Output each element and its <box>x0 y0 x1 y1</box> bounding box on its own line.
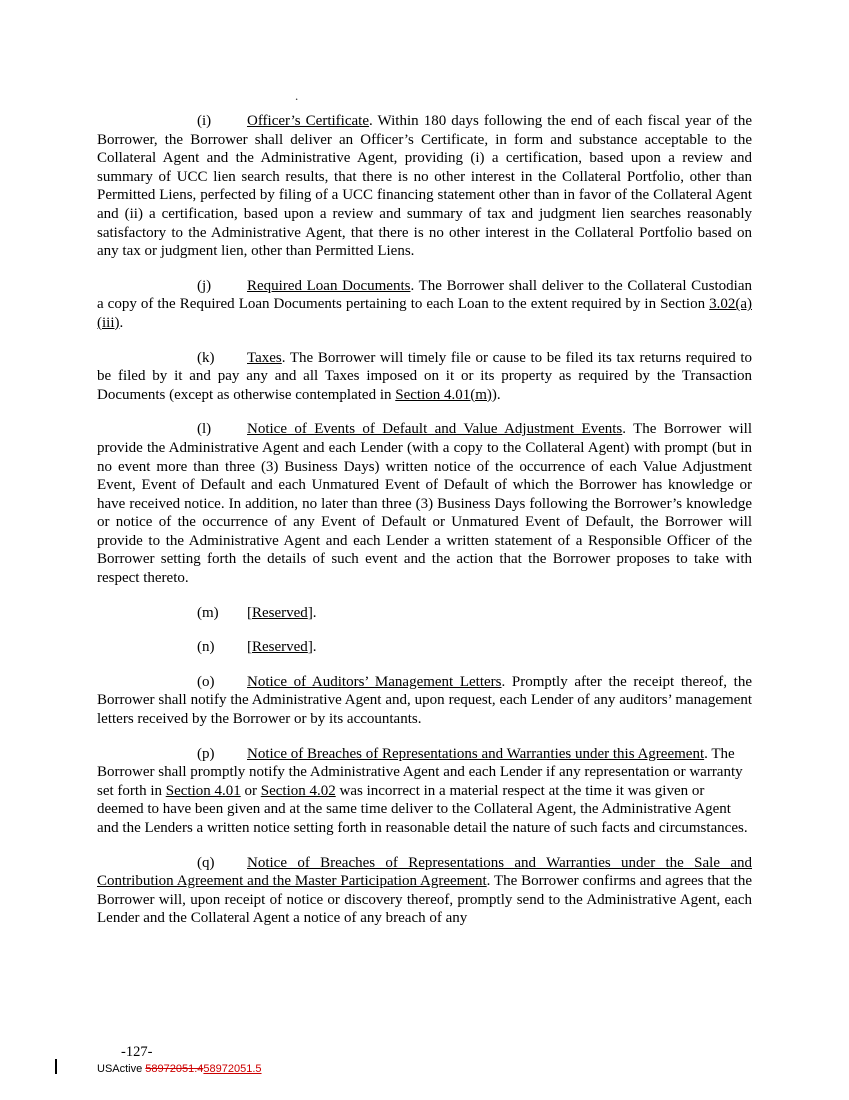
paragraph-label: (q) <box>197 854 215 871</box>
text-segment: ]. <box>307 604 317 621</box>
paragraph <box>97 673 752 729</box>
text-segment: . The Borrower will provide the Administrative Agent and each Lender (with a copy to the Collateral Agent) with prompt (but in no event more than three (3) Business Days) written notice of the occurrence of each Value Adjustment Event, Event of Default and each Unmatured Event of Default of which the Borrower has knowledge or have received notice. In addition, no later than three (3) Business Days following the Borrower’s knowledge or notice of the occurrence of any Event of Default or Unmatured Event of Default, the Borrower will provide to the Administrative Agent and each Lender a written statement of a Responsible Officer of the Borrower setting forth the details of such event and the action that the Borrower proposes to take with respect thereto. <box>97 421 752 587</box>
paragraph <box>97 745 752 838</box>
paragraph-label: (l) <box>197 421 212 438</box>
paragraph-label: (p) <box>197 745 215 762</box>
footer-doc-id <box>97 1062 262 1076</box>
underlined-text: Reserved <box>252 604 308 621</box>
paragraph <box>97 604 752 623</box>
underlined-text: Officer’s Certificate <box>247 113 369 129</box>
text-segment: ]. <box>307 639 317 656</box>
underlined-text: Notice of Auditors’ Management Letters <box>247 673 502 690</box>
doc-id-segment-strike-red: 58972051.4 <box>145 1063 204 1075</box>
stray-mark: . <box>295 88 299 103</box>
underlined-text: Required Loan Documents <box>247 277 411 294</box>
text-segment: . The Borrower shall deliver to the Collateral Custodian a copy of the Required Loan Documents pertaining to each Loan to the extent required by in Section <box>97 277 752 313</box>
text-segment: . The Borrower shall promptly notify the Administrative Agent and each Lender if any representation or warranty set forth in <box>97 745 743 799</box>
underlined-text: 3.02(a)(iii) <box>97 296 752 331</box>
text-segment: . Within 180 days following the end of each fiscal year of the Borrower, the Borrower shall deliver an Officer’s Certificate, in form and substance acceptable to the Collateral Agent and the Administrative Agent, providing (i) a certification, based upon a review and summary of UCC lien search results, that there is no other interest in the Collateral Portfolio, other than Permitted Liens, perfected by filing of a UCC financing statement other than in favor of the Collateral Agent and (ii) a certification, based upon a review and summary of tax and judgment lien searches reasonably satisfactory to the Administrative Agent, that there is no other interest in the Collateral Portfolio based on any tax or judgment lien, other than Permitted Liens. <box>97 113 752 260</box>
paragraph-label: (o) <box>197 673 215 690</box>
text-segment: . Promptly after the receipt thereof, the Borrower shall notify the Administrative Agent and, upon request, each Lender of any auditors’ management letters received by the Borrower or by its accountants. <box>97 673 752 728</box>
doc-id-segment-normal: USActive <box>97 1063 146 1075</box>
underlined-text: Notice of Breaches of Representations and Warranties under this Agreement <box>247 745 705 762</box>
text-segment: . The Borrower confirms and agrees that the Borrower will, upon receipt of notice or discovery thereof, promptly send to the Administrative Agent, each Lender and the Collateral Agent a notice of any breach of any <box>97 873 752 927</box>
text-segment: . The Borrower will timely file or cause to be filed its tax returns required to be filed by it and pay any and all Taxes imposed on it or its property as required by the Transaction Documents (except as otherwise contemplated in <box>97 349 752 403</box>
text-segment: or <box>240 782 261 799</box>
paragraph <box>97 638 752 657</box>
paragraph <box>97 349 752 405</box>
text-segment: was incorrect in a material respect at the time it was given or deemed to have been given and at the same time deliver to the Collateral Agent, the Administrative Agent and the Lenders a written notice setting forth in reasonable detail the nature of such facts and circumstances. <box>97 782 748 836</box>
paragraph-label: (k) <box>197 349 215 366</box>
text-segment: [ <box>247 639 252 656</box>
paragraph <box>97 854 752 928</box>
paragraph-label: (j) <box>197 277 212 294</box>
underlined-text: Notice of Events of Default and Value Adjustment Events <box>247 421 623 438</box>
text-segment: ). <box>491 386 501 403</box>
change-bar <box>55 1059 57 1074</box>
document-body <box>97 112 752 944</box>
underlined-text: Taxes <box>247 349 282 366</box>
paragraph <box>97 420 752 587</box>
text-segment: . <box>119 314 124 331</box>
paragraph-label: (i) <box>197 113 212 129</box>
doc-id-segment-underline-red: 58972051.5 <box>203 1063 262 1075</box>
underlined-text: Section 4.02 <box>260 782 336 799</box>
page-number: -127- <box>121 1044 153 1060</box>
paragraph-label: (n) <box>197 639 215 656</box>
paragraph-label: (m) <box>197 604 219 621</box>
underlined-text: Reserved <box>252 639 308 656</box>
underlined-text: Section 4.01 <box>165 782 241 799</box>
paragraph <box>97 112 752 261</box>
underlined-text: Notice of Breaches of Representations and Warranties under the Sale and Contribution Agreement and the Master Participation Agreement <box>97 854 752 890</box>
text-segment: [ <box>247 604 252 621</box>
underlined-text: Section 4.01(m) <box>395 386 492 403</box>
paragraph <box>97 277 752 333</box>
